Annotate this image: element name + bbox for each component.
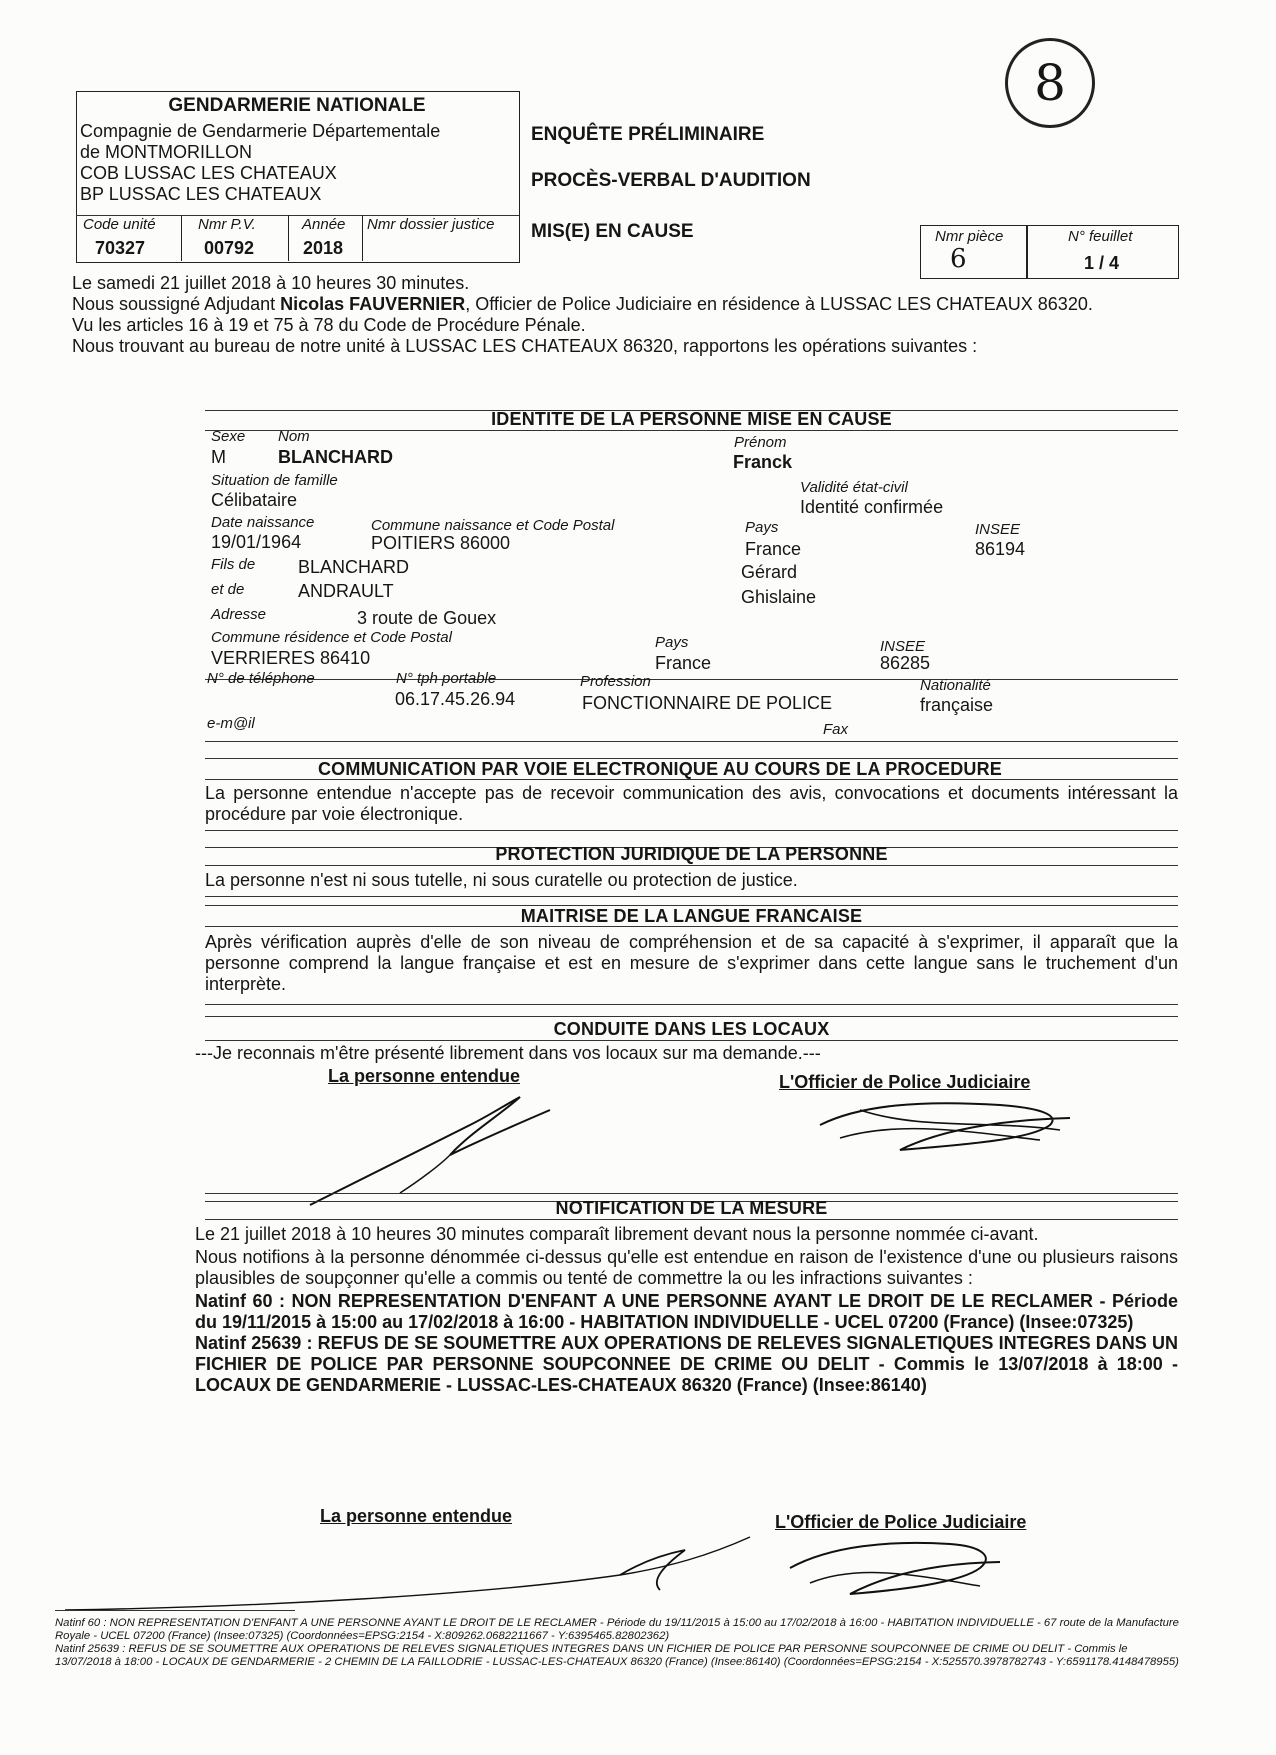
signature-label-person-2: La personne entendue: [320, 1506, 513, 1526]
conduite-text: ---Je reconnais m'être présenté librement dans vos locaux sur ma demande.---: [195, 1043, 821, 1063]
pere-prenom: Gérard: [741, 562, 798, 582]
articles-line: Vu les articles 16 à 19 et 75 à 78 du Code de Procédure Pénale.: [72, 315, 586, 335]
officer-line: [72, 294, 1178, 315]
piece-label: Nmr pièce: [935, 228, 1004, 245]
intro: [72, 273, 1178, 357]
adresse-value: 3 route de Gouex: [357, 608, 497, 628]
profession-value: FONCTIONNAIRE DE POLICE: [582, 693, 833, 713]
commune-naissance-label: Commune naissance et Code Postal: [371, 517, 615, 534]
annee-label: Année: [302, 216, 346, 233]
pere-nom: BLANCHARD: [298, 557, 410, 577]
signature-label-officer: L'Officier de Police Judiciaire: [779, 1072, 1031, 1092]
insee-label: INSEE: [975, 521, 1021, 538]
conduite-title: CONDUITE DANS LES LOCAUX: [553, 1019, 830, 1039]
org-line: Compagnie de Gendarmerie Départementale: [80, 121, 441, 141]
commune-naissance-value: POITIERS 86000: [371, 533, 511, 553]
naissance-value: 19/01/1964: [211, 532, 302, 552]
pays-value: France: [745, 539, 802, 559]
signature-officer-2: [780, 1528, 1010, 1608]
et-de-label: et de: [211, 581, 245, 598]
annee-value: 2018: [303, 238, 344, 258]
signature-label-officer-2: L'Officier de Police Judiciaire: [775, 1512, 1027, 1532]
portable-value: 06.17.45.26.94: [395, 689, 516, 709]
pays-label: Pays: [745, 519, 779, 536]
communication-title: COMMUNICATION PAR VOIE ELECTRONIQUE AU COURS DE LA PROCEDURE: [317, 759, 1003, 779]
doc-type-pv: PROCÈS-VERBAL D'AUDITION: [531, 170, 811, 191]
signature-officer-1: [800, 1090, 1100, 1165]
org-line: de MONTMORILLON: [80, 142, 253, 162]
notification-p1: Le 21 juillet 2018 à 10 heures 30 minutes comparaît librement devant nous la personne nommée ci-avant.: [195, 1224, 1039, 1244]
portable-label: N° tph portable: [396, 670, 497, 687]
footnote-1: Natinf 60 : NON REPRESENTATION D'ENFANT A UNE PERSONNE AYANT LE DROIT DE LE RECLAMER - Période du 19/11/2015 à 15:00 au 17/02/2018 à 16:00 - HABITATION INDIVIDUELLE - 67 route de la Manufacture Royale - UCEL 07200 (France) (Insee:07325) (Coordonnées=EPSG:2154 - X:809262.0682211667 - Y:6395465.82802362): [55, 1617, 1179, 1642]
notification-title: NOTIFICATION DE LA MESURE: [555, 1198, 828, 1218]
sexe-label: Sexe: [211, 428, 246, 445]
profession-label: Profession: [580, 673, 651, 690]
validite-label: Validité état-civil: [800, 479, 908, 496]
code-unite-label: Code unité: [83, 216, 156, 233]
signature-label-person: La personne entendue: [328, 1066, 521, 1086]
pays2-label: Pays: [655, 634, 689, 651]
officer-pre: Nous soussigné Adjudant: [72, 294, 281, 314]
footnote-2: Natinf 25639 : REFUS DE SE SOUMETTRE AUX OPERATIONS DE RELEVES SIGNALETIQUES INTEGRES DANS UN FICHIER DE POLICE PAR PERSONNE SOUPCONNEE DE CRIME OU DELIT - Commis le 13/07/2018 à 18:00 - LOCAUX DE GENDARMERIE - 2 CHEMIN DE LA FAILLODRIE - LUSSAC-LES-CHATEAUX 86320 (France) (Insee:86140) (Coordonnées=EPSG:2154 - X:525570.3978782743 - Y:6591178.4148478955): [55, 1643, 1179, 1668]
commune-residence-label: Commune résidence et Code Postal: [211, 629, 452, 646]
protection-title: PROTECTION JURIDIQUE DE LA PERSONNE: [495, 844, 888, 864]
prenom-label: Prénom: [734, 434, 787, 451]
infraction-2: Natinf 25639 : REFUS DE SE SOUMETTRE AUX OPERATIONS DE RELEVES SIGNALETIQUES INTEGRES DANS UN FICHIER DE POLICE PAR PERSONNE SOUPCONNEE DE CRIME OU DELIT - Commis le 13/07/2018 à 18:00 - LOCAUX DE GENDARMERIE - LUSSAC-LES-CHATEAUX 86320 (France) (Insee:86140): [195, 1333, 1178, 1395]
org-line: BP LUSSAC LES CHATEAUX: [80, 184, 322, 204]
org-line: COB LUSSAC LES CHATEAUX: [80, 163, 337, 183]
infraction-1: Natinf 60 : NON REPRESENTATION D'ENFANT A UNE PERSONNE AYANT LE DROIT DE LE RECLAMER - Période du 19/11/2015 à 15:00 au 17/02/2018 à 16:00 - HABITATION INDIVIDUELLE - UCEL 07200 (France) (Insee:07325): [195, 1291, 1178, 1332]
nmr-pv-value: 00792: [204, 238, 255, 258]
officer-name: Nicolas FAUVERNIER: [280, 294, 466, 314]
page-number-mark: 8: [1034, 54, 1066, 112]
langue-text: Après vérification auprès d'elle de son niveau de compréhension et de sa capacité à s'exprimer, il apparaît que la personne comprend la langue française et est en mesure de s'exprimer dans cette langue sans le truchement d'un interprète.: [205, 932, 1178, 994]
nationalite-value: française: [920, 695, 994, 715]
mere-nom: ANDRAULT: [298, 581, 394, 601]
dossier-label: Nmr dossier justice: [367, 216, 495, 233]
fax-label: Fax: [823, 721, 849, 738]
protection-text: La personne n'est ni sous tutelle, ni sous curatelle ou protection de justice.: [205, 870, 798, 890]
adresse-label: Adresse: [211, 606, 267, 623]
prenom-value: Franck: [733, 452, 793, 472]
communication-text: La personne entendue n'accepte pas de recevoir communication des avis, convocations et documents intéressant la procédure par voie électronique.: [205, 783, 1178, 824]
email-label: e-m@il: [207, 715, 255, 732]
nom-label: Nom: [278, 428, 310, 445]
insee-value: 86194: [975, 539, 1026, 559]
fils-de-label: Fils de: [211, 556, 256, 573]
officer-post: , Officier de Police Judiciaire en résidence à LUSSAC LES CHATEAUX 86320.: [465, 294, 1093, 314]
org-lines: [80, 121, 440, 205]
location-line: Nous trouvant au bureau de notre unité à LUSSAC LES CHATEAUX 86320, rapportons les opérations suivantes :: [72, 336, 978, 356]
nom-value: BLANCHARD: [278, 447, 393, 467]
feuillet-label: N° feuillet: [1068, 228, 1133, 245]
date-line: Le samedi 21 juillet 2018 à 10 heures 30 minutes.: [72, 273, 470, 293]
sexe-value: M: [211, 447, 226, 467]
insee2-label: INSEE: [880, 638, 926, 655]
identity-title: IDENTITE DE LA PERSONNE MISE EN CAUSE: [491, 409, 892, 429]
footnotes: [55, 1617, 1180, 1669]
signature-person-2: [60, 1525, 760, 1620]
insee2-value: 86285: [880, 653, 931, 673]
situation-value: Célibataire: [211, 490, 298, 510]
nmr-pv-label: Nmr P.V.: [198, 216, 256, 233]
mere-prenom: Ghislaine: [741, 587, 817, 607]
langue-title: MAITRISE DE LA LANGUE FRANCAISE: [520, 906, 863, 926]
code-unite-value: 70327: [95, 238, 146, 258]
nationalite-label: Nationalité: [920, 677, 991, 694]
pays2-value: France: [655, 653, 712, 673]
tel-label: N° de téléphone: [207, 670, 315, 687]
doc-type-enquete: ENQUÊTE PRÉLIMINAIRE: [531, 124, 765, 145]
commune-residence-value: VERRIERES 86410: [211, 648, 371, 668]
doc-type-mis-en-cause: MIS(E) EN CAUSE: [531, 221, 694, 242]
signature-person-1: [300, 1085, 600, 1215]
situation-label: Situation de famille: [211, 472, 338, 489]
feuillet-value: 1 / 4: [1084, 253, 1120, 273]
notification-body: [195, 1224, 1178, 1396]
org-title: GENDARMERIE NATIONALE: [168, 95, 426, 116]
notification-p2: Nous notifions à la personne dénommée ci-dessus qu'elle est entendue en raison de l'existence d'une ou plusieurs raisons plausibles de soupçonner qu'elle a commis ou tenté de commettre la ou les infractions suivantes :: [195, 1247, 1178, 1288]
page-number-stamp: [1005, 38, 1095, 128]
validite-value: Identité confirmée: [800, 497, 944, 517]
piece-value: 6: [950, 244, 967, 274]
naissance-label: Date naissance: [211, 514, 315, 531]
